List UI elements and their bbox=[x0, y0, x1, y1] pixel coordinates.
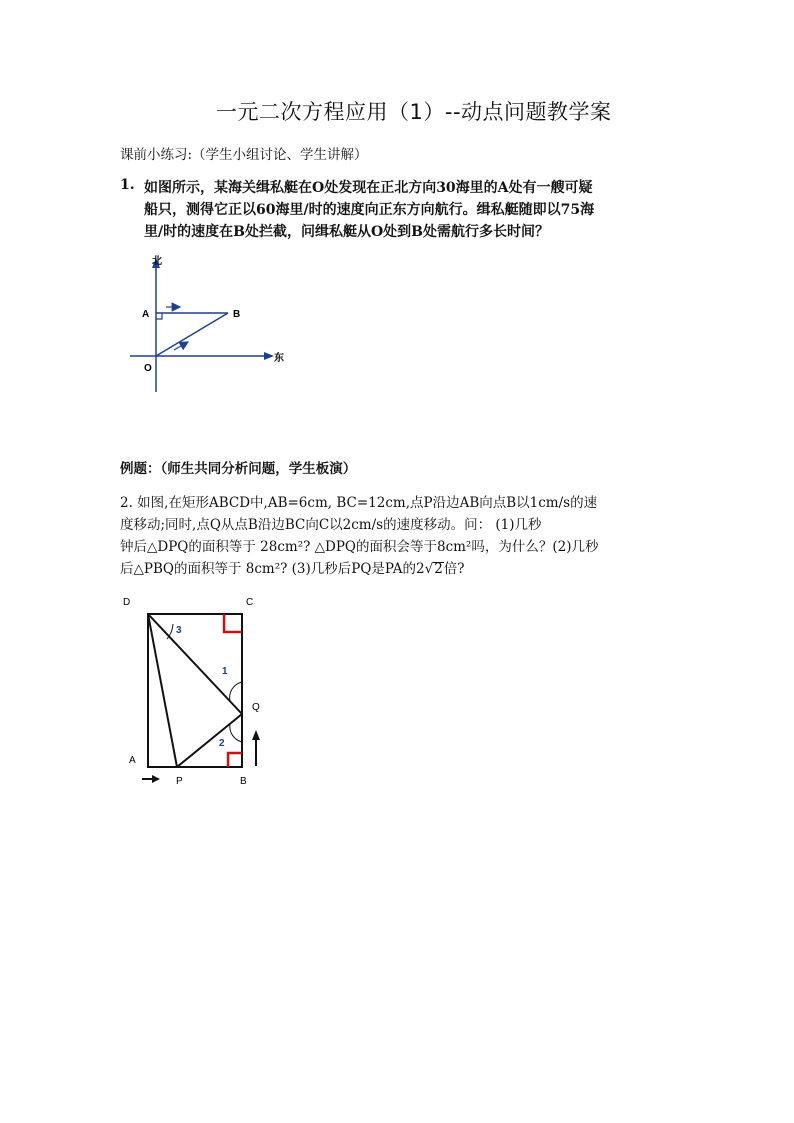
q-motion-arrow-icon bbox=[252, 730, 260, 740]
p-motion-arrow-icon bbox=[152, 775, 160, 783]
segment-pq bbox=[177, 714, 242, 767]
question-2-line-4 bbox=[120, 557, 465, 577]
sqrt-radicand: 2 bbox=[434, 561, 443, 577]
east-arrow-icon bbox=[264, 352, 274, 360]
question-1-line-1: 如图所示，某海关缉私艇在O处发现在正北方向30海里的A处有一艘可疑 bbox=[144, 180, 593, 196]
angle-label-3: 3 bbox=[176, 625, 182, 636]
question-1-number: 1. bbox=[120, 177, 135, 193]
question-1-line-2: 船只，测得它正以60海里/时的速度向正东方向航行。缉私艇随即以75海 bbox=[144, 202, 595, 218]
question-2-line-1: 2. 如图,在矩形ABCD中,AB=6cm, BC=12cm,点P沿边AB向点B以1cm/s的速 bbox=[120, 495, 598, 511]
segment-dq bbox=[148, 614, 242, 714]
label-p: P bbox=[176, 776, 183, 787]
label-north: 北 bbox=[152, 256, 162, 267]
page-title: 一元二次方程应用（1）--动点问题教学案 bbox=[216, 100, 612, 124]
segment-ob bbox=[156, 313, 228, 356]
right-angle-b bbox=[228, 753, 242, 767]
label-c: C bbox=[246, 597, 254, 608]
figure-1-boat-diagram bbox=[130, 250, 290, 400]
angle-arc-2 bbox=[230, 724, 242, 742]
example-heading: 例题：（师生共同分析问题，学生板演） bbox=[120, 461, 357, 477]
label-b: B bbox=[240, 776, 247, 787]
label-d: D bbox=[123, 597, 131, 608]
right-angle-mark bbox=[156, 313, 162, 319]
label-east: 东 bbox=[274, 353, 284, 364]
right-angle-c bbox=[224, 614, 242, 632]
question-2-line-4-text: 后△PBQ的面积等于 8cm²? (3)几秒后PQ是PA的2 bbox=[120, 561, 425, 577]
question-2-line-2: 度移动;同时,点Q从点B沿边BC向C以2cm/s的速度移动。问： (1)几秒 bbox=[120, 517, 542, 533]
pre-exercise-heading: 课前小练习:（学生小组讨论、学生讲解） bbox=[120, 147, 368, 163]
sqrt-symbol: √ bbox=[424, 561, 434, 577]
label-a: A bbox=[142, 309, 150, 320]
question-2-line-4-end: 倍? bbox=[443, 561, 465, 577]
label-a: A bbox=[129, 755, 136, 766]
question-1-line-3: 里/时的速度在B处拦截，问缉私艇从O处到B处需航行多长时间？ bbox=[144, 224, 549, 240]
segment-dp bbox=[148, 614, 177, 767]
label-o: O bbox=[144, 363, 152, 374]
angle-arc-1 bbox=[230, 682, 242, 701]
question-2-line-3: 钟后△DPQ的面积等于 28cm²? △DPQ的面积会等于8cm²吗，为什么？(2)几秒 bbox=[120, 539, 599, 555]
figure-2-rectangle-diagram bbox=[118, 590, 278, 790]
angle-label-1: 1 bbox=[222, 666, 228, 677]
label-q: Q bbox=[252, 702, 260, 713]
angle-label-2: 2 bbox=[219, 738, 225, 749]
label-b: B bbox=[233, 309, 241, 320]
